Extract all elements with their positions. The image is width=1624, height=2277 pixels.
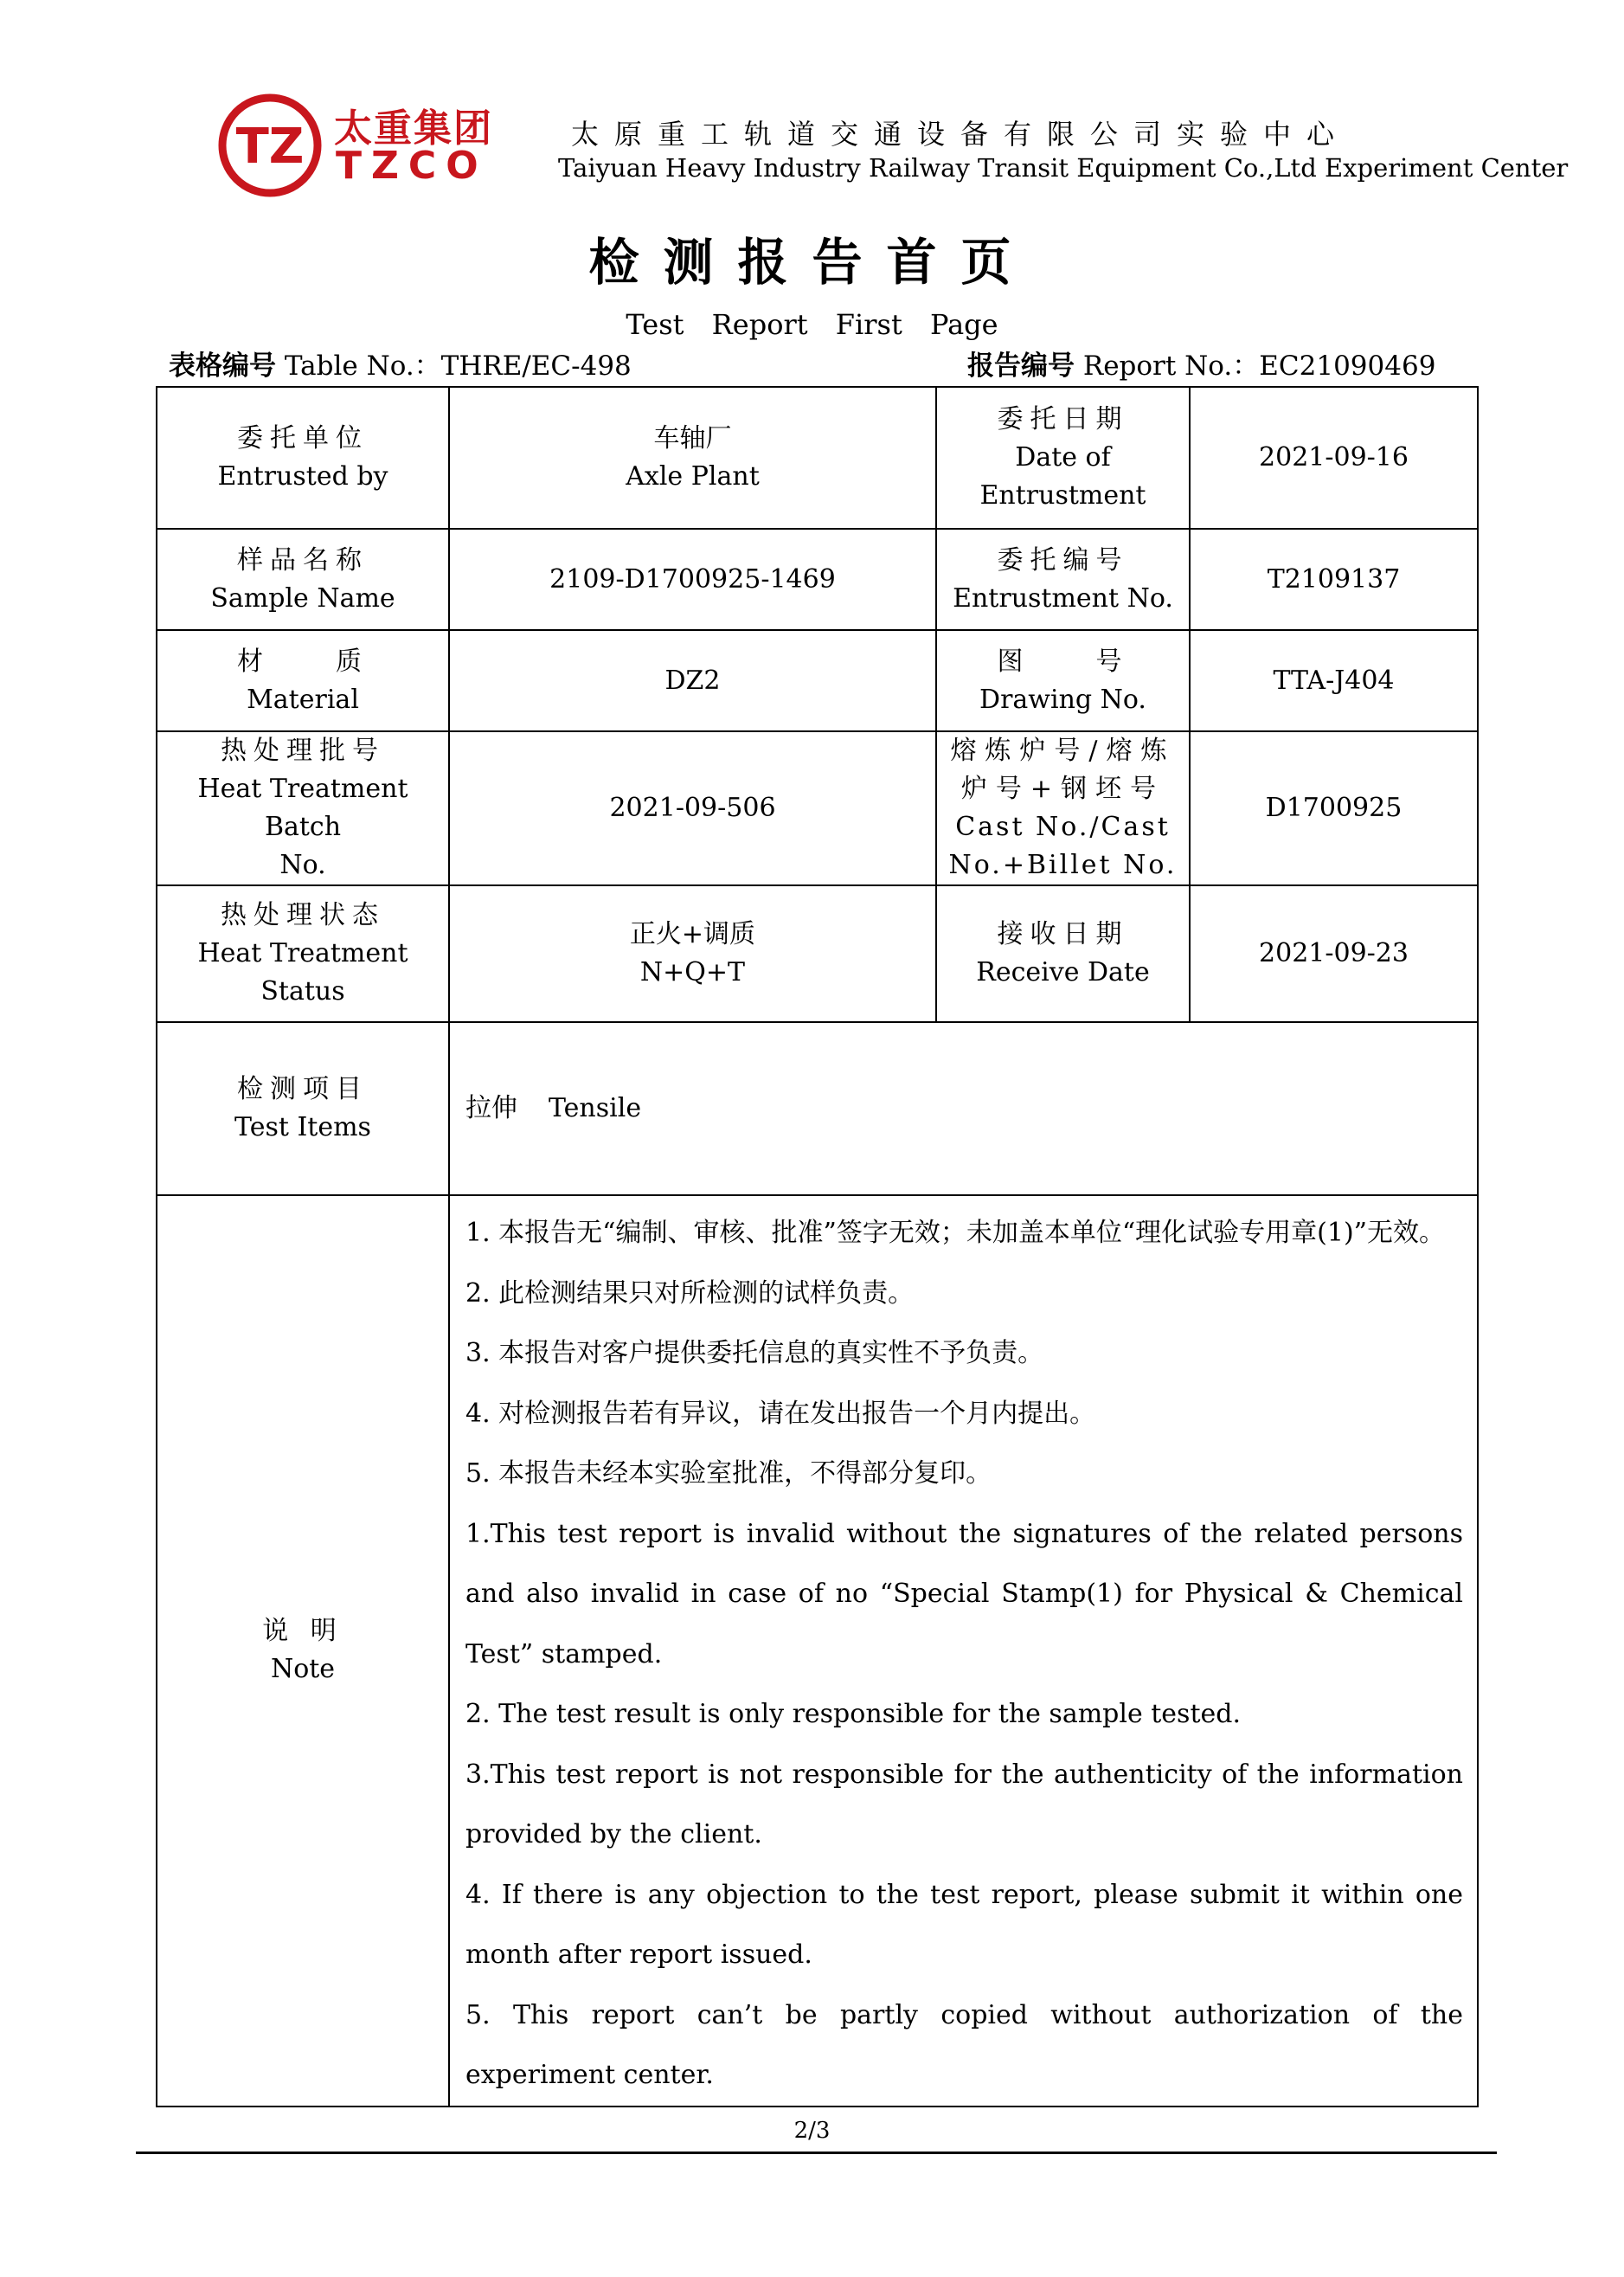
receive-date-label-en: Receive Date xyxy=(976,957,1150,987)
entrusted-by-value xyxy=(449,387,936,529)
note-en-1: 1.This test report is invalid without the signatures of the related persons and also invalid in case of no “Special Stamp(1) for Physical & Chemical Test” stamped. xyxy=(465,1518,1463,1669)
note-label xyxy=(157,1195,449,2107)
sample-name-label-cn: 样品名称 xyxy=(237,544,369,576)
note-label-cn: 说 明 xyxy=(262,1616,343,1647)
entrustment-no-label-cn: 委托编号 xyxy=(997,544,1129,576)
entrustment-date-value: 2021-09-16 xyxy=(1190,387,1478,529)
receive-date-label xyxy=(936,885,1190,1022)
report-subtitle: Test Report First Page xyxy=(626,308,998,341)
logo-letters: TZ xyxy=(235,119,305,175)
entrusted-by-value-en: Axle Plant xyxy=(626,461,760,492)
note-en-2: 2. The test result is only responsible for the sample tested. xyxy=(465,1699,1242,1729)
company-name-cn: 太原重工轨道交通设备有限公司实验中心 xyxy=(571,118,1351,151)
sample-name-value: 2109-D1700925-1469 xyxy=(449,529,936,630)
table-row xyxy=(157,885,1478,1022)
table-row xyxy=(157,1195,1478,2107)
notes-content xyxy=(449,1195,1478,2107)
table-number-value: Table No.：THRE/EC-498 xyxy=(284,351,632,382)
table-number-label-cn: 表格编号 xyxy=(169,351,276,382)
entrustment-no-value: T2109137 xyxy=(1190,529,1478,630)
test-items-value-en: Tensile xyxy=(549,1093,642,1123)
test-items-label-en: Test Items xyxy=(234,1112,371,1142)
test-items-value xyxy=(449,1022,1478,1195)
drawing-no-label-cn: 图 号 xyxy=(997,646,1129,677)
material-label xyxy=(157,630,449,731)
brand-name-en: TZCO xyxy=(336,144,488,188)
heat-treatment-batch-label-en-2: No. xyxy=(279,850,326,880)
entrusted-by-label-en: Entrusted by xyxy=(217,461,388,492)
cast-no-label-en-2: No.+Billet No. xyxy=(948,850,1178,880)
entrustment-date-label-cn: 委托日期 xyxy=(997,404,1129,434)
heat-treatment-status-label xyxy=(157,885,449,1022)
page-number: 2/3 xyxy=(793,2118,831,2144)
table-row xyxy=(157,731,1478,885)
note-label-en: Note xyxy=(270,1654,336,1685)
drawing-no-label xyxy=(936,630,1190,731)
entrustment-date-label-en-1: Date of xyxy=(1015,442,1111,473)
heat-treatment-batch-label-en-1: Heat Treatment Batch xyxy=(197,774,408,842)
heat-treatment-batch-label-cn: 热处理批号 xyxy=(221,736,385,766)
note-cn-2: 2. 此检测结果只对所检测的试样负责。 xyxy=(465,1277,915,1309)
table-row xyxy=(157,1022,1478,1195)
report-number-label-cn: 报告编号 xyxy=(967,351,1075,382)
entrusted-by-label xyxy=(157,387,449,529)
material-label-en: Material xyxy=(247,684,359,715)
heat-treatment-status-value-en: N+Q+T xyxy=(639,957,746,987)
receive-date-value: 2021-09-23 xyxy=(1190,885,1478,1022)
heat-treatment-batch-label xyxy=(157,731,449,885)
note-en-4: 4. If there is any objection to the test report, please submit it within one month after report issued. xyxy=(465,1879,1463,1970)
note-cn-5: 5. 本报告未经本实验室批准，不得部分复印。 xyxy=(465,1458,992,1489)
entrusted-by-label-cn: 委托单位 xyxy=(237,423,369,453)
entrustment-date-label-en-2: Entrustment xyxy=(979,480,1146,511)
tzco-logo xyxy=(216,93,324,197)
material-label-cn: 材 质 xyxy=(237,646,369,677)
sample-name-label-en: Sample Name xyxy=(210,582,395,614)
cast-no-label xyxy=(936,731,1190,885)
note-cn-1: 1. 本报告无“编制、审核、批准”签字无效；未加盖本单位“理化试验专用章(1)”无效。 xyxy=(465,1218,1446,1248)
note-en-5: 5. This report can’t be partly copied without authorization of the experiment center. xyxy=(465,1999,1463,2090)
note-cn-4: 4. 对检测报告若有异议，请在发出报告一个月内提出。 xyxy=(465,1398,1096,1429)
drawing-no-label-en: Drawing No. xyxy=(979,684,1146,715)
note-en-3: 3.This test report is not responsible for the authenticity of the information provided by the client. xyxy=(465,1759,1463,1849)
report-number xyxy=(967,349,1435,383)
heat-treatment-status-value-cn: 正火+调质 xyxy=(629,919,756,949)
brand-name-cn: 太重集团 xyxy=(334,106,493,151)
heat-treatment-status-label-en: Heat Treatment Status xyxy=(197,938,408,1007)
table-row xyxy=(157,387,1478,529)
heat-treatment-status-value xyxy=(449,885,936,1022)
company-name-en: Taiyuan Heavy Industry Railway Transit Equipment Co.,Ltd Experiment Center xyxy=(558,153,1569,183)
cast-no-label-en-1: Cast No./Cast xyxy=(955,812,1171,842)
material-value: DZ2 xyxy=(449,630,936,731)
test-items-value-cn: 拉伸 xyxy=(465,1093,517,1123)
footer-divider xyxy=(136,2152,1497,2154)
test-items-label-cn: 检测项目 xyxy=(237,1074,369,1104)
note-cn-3: 3. 本报告对客户提供委托信息的真实性不予负责。 xyxy=(465,1338,1044,1368)
test-items-label xyxy=(157,1022,449,1195)
entrustment-no-label xyxy=(936,529,1190,630)
entrustment-no-label-en: Entrustment No. xyxy=(953,582,1173,614)
heat-treatment-status-label-cn: 热处理状态 xyxy=(221,900,385,930)
cast-no-label-cn-2: 炉号+钢坯号 xyxy=(960,774,1165,804)
heat-treatment-batch-value: 2021-09-506 xyxy=(449,731,936,885)
table-number xyxy=(169,349,632,383)
report-table xyxy=(156,386,1479,2107)
cast-no-label-cn-1: 熔炼炉号/熔炼 xyxy=(950,736,1176,766)
report-number-value: Report No.：EC21090469 xyxy=(1082,351,1436,382)
cast-no-value: D1700925 xyxy=(1190,731,1478,885)
entrustment-date-label xyxy=(936,387,1190,529)
entrusted-by-value-cn: 车轴厂 xyxy=(653,423,732,453)
sample-name-label xyxy=(157,529,449,630)
table-row xyxy=(157,529,1478,630)
receive-date-label-cn: 接收日期 xyxy=(997,919,1129,949)
report-title: 检测报告首页 xyxy=(588,233,1036,292)
drawing-no-value: TTA-J404 xyxy=(1190,630,1478,731)
table-row xyxy=(157,630,1478,731)
